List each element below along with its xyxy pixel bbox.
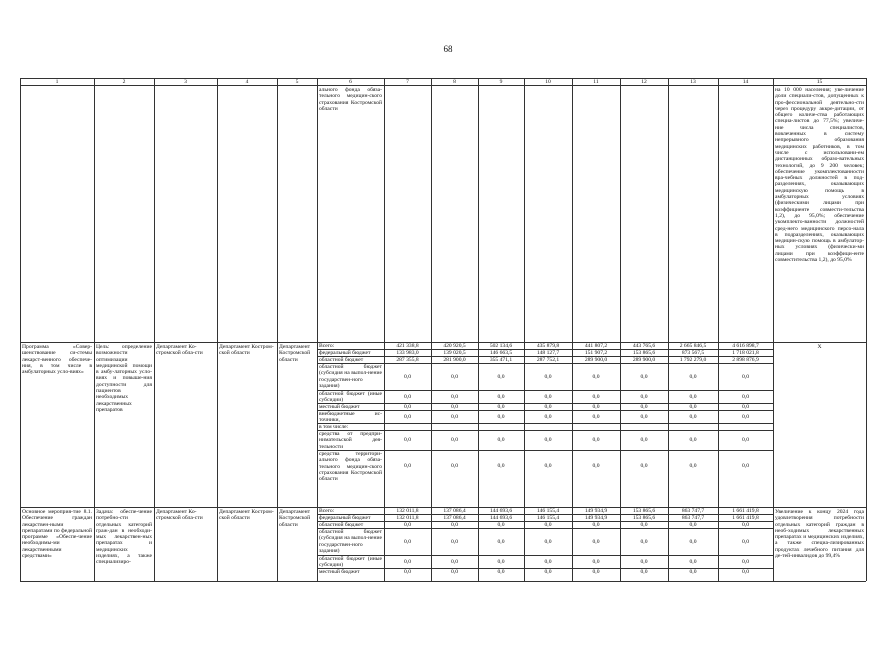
block2-row-value: 137 086,4 bbox=[443, 508, 466, 514]
block2-row-value: 1 661 419,8 bbox=[732, 508, 759, 514]
block1-row-value: 435 879,8 bbox=[536, 343, 560, 349]
block1-row-value: 0,0 bbox=[497, 463, 505, 469]
block2-row-value: 0,0 bbox=[497, 538, 505, 545]
block1-row-value: 0,0 bbox=[592, 463, 600, 469]
block1-row-value: 287 355,8 bbox=[396, 357, 419, 363]
header-cell-14: 14 bbox=[742, 79, 749, 85]
block2-row-value: 0,0 bbox=[544, 538, 552, 545]
block2-col1-text: Основное мероприя-тие 8.1. Обеспечение граждан лекарствен-ными препаратами по федеральной программе «Обеспе-чение необходимы-ми лекарственными средствами» bbox=[22, 509, 92, 560]
block2-row-value: 0,0 bbox=[544, 522, 552, 528]
block1-row-value: 0,0 bbox=[497, 393, 505, 400]
block2-row-value: 0,0 bbox=[404, 558, 411, 565]
block2-row-rule bbox=[317, 528, 773, 529]
block2-row-value: 0,0 bbox=[544, 558, 552, 565]
column-rule bbox=[866, 78, 867, 581]
block1-row-value: 1 792 279,0 bbox=[679, 357, 707, 363]
block1-row-value: 355 471,1 bbox=[489, 357, 513, 363]
block1-row-label: внебюджетные ис-точники, bbox=[319, 411, 382, 423]
block2-col15-text: Увеличение к концу 2024 года удовлетворения потребности отдельных категорий граждан в необ-ходимых лекарственных препаратах и медицинских изделиях, а также специа-лизированных продуктах лечебного питания для де-тей-инвалидов до 99,4% bbox=[775, 509, 864, 560]
block1-row-value: 0,0 bbox=[404, 463, 411, 469]
block1-row-value: 0,0 bbox=[689, 413, 697, 420]
block1-col3-text: Департамент Ко-стромской обла-сти bbox=[156, 344, 203, 357]
block2-row-value: 863 747,7 bbox=[681, 508, 705, 514]
block1-row-rule bbox=[317, 450, 773, 451]
block2-row-value: 0,0 bbox=[451, 558, 458, 565]
block1-col5-text: Департамент Костромской области bbox=[279, 344, 311, 363]
block1-row-label: средства от предпри-нимательской дея-тельности bbox=[319, 431, 382, 450]
header-cell-10: 10 bbox=[545, 79, 551, 85]
block1-row-value: 0,0 bbox=[451, 413, 458, 420]
block1-row-value: 0,0 bbox=[544, 463, 552, 469]
block1-row-value: 421 338,8 bbox=[396, 343, 419, 349]
block2-row-value: 0,0 bbox=[497, 558, 505, 565]
block1-row-value: 0,0 bbox=[592, 437, 600, 443]
block2-row-value: 0,0 bbox=[451, 538, 458, 545]
block1-row-value: 148 127,7 bbox=[536, 350, 560, 356]
block2-row-value: 0,0 bbox=[592, 538, 600, 545]
header-cell-5: 5 bbox=[295, 79, 299, 85]
block1-row-value: 0,0 bbox=[742, 393, 749, 400]
block2-row-value: 0,0 bbox=[404, 569, 411, 575]
header-cell-1: 1 bbox=[55, 79, 59, 85]
block1-row-value: 0,0 bbox=[640, 404, 648, 410]
block2-row-value: 132 011,8 bbox=[396, 508, 419, 514]
block2-row-value: 0,0 bbox=[689, 522, 697, 528]
block1-row-label: в том числе: bbox=[319, 424, 349, 430]
block1-row-label: областной бюджет (иные субсидии) bbox=[319, 391, 382, 403]
block1-row-value: 2 665 846,5 bbox=[679, 343, 707, 349]
block1-row-value: 0,0 bbox=[404, 437, 411, 443]
block1-row-value: 0,0 bbox=[404, 413, 411, 420]
column-rule bbox=[431, 78, 432, 581]
block1-col1-text: Программа «Совер-шенствование си-стемы лекарст-венного обеспече-ния, в том числе в амбулаторных усло-виях» bbox=[22, 344, 92, 376]
block1-row-value: 2 898 876,9 bbox=[732, 357, 759, 363]
block1-row-value: 0,0 bbox=[404, 404, 411, 410]
column-rule bbox=[773, 78, 774, 581]
block1-row-value: 133 983,0 bbox=[396, 350, 419, 356]
column-rule bbox=[572, 78, 573, 581]
block1-row-value: 139 020,5 bbox=[443, 350, 466, 356]
block1-row-label: областной бюджет bbox=[319, 357, 364, 363]
block2-row-value: 0,0 bbox=[742, 569, 749, 575]
block2-row-value: 144 693,6 bbox=[489, 515, 513, 521]
block2-row-value: 0,0 bbox=[404, 522, 411, 528]
block1-row-value: 0,0 bbox=[404, 393, 411, 400]
header-cell-3: 3 bbox=[184, 79, 187, 85]
block2-row-value: 0,0 bbox=[592, 558, 600, 565]
block1-row-value: 289 900,0 bbox=[632, 357, 656, 363]
block1-row-label: областной бюджет (субсидия на выпол-нение государствен-ного задания) bbox=[319, 364, 382, 389]
block2-row-value: 0,0 bbox=[592, 569, 600, 575]
block1-row-value: 0,0 bbox=[451, 404, 458, 410]
block1-row-value: 0,0 bbox=[689, 373, 697, 380]
block1-row-value: 0,0 bbox=[689, 437, 697, 443]
block1-row-value: 0,0 bbox=[544, 393, 552, 400]
block1-row-value: 153 865,6 bbox=[632, 350, 656, 356]
block1-row-value: 0,0 bbox=[640, 373, 648, 380]
block2-row-value: 1 661 419,8 bbox=[732, 515, 759, 521]
block1-row-value: 0,0 bbox=[404, 373, 411, 380]
block2-col2-text: Задача: обеспе-чение потребно-сти отдельных категорий граж-дан в необходи-мых лекарствен-ных препаратах и медицинских изделиях, а также специализиро- bbox=[96, 509, 152, 566]
block2-row-value: 0,0 bbox=[640, 558, 648, 565]
header-cell-4: 4 bbox=[245, 79, 249, 85]
block1-row-rule bbox=[317, 423, 773, 424]
block1-row-value: 0,0 bbox=[497, 404, 505, 410]
block2-row-value: 0,0 bbox=[404, 538, 411, 545]
block2-row-value: 137 086,4 bbox=[443, 515, 466, 521]
block1-row-value: 0,0 bbox=[544, 437, 552, 443]
block2-col5-text: Департамент Костромской области bbox=[279, 509, 311, 528]
block1-row-value: 0,0 bbox=[544, 373, 552, 380]
block1-row-label: Всего: bbox=[319, 343, 335, 349]
header-bottom-rule bbox=[20, 85, 866, 86]
block2-row-rule bbox=[317, 555, 773, 556]
block1-row-value: 443 765,6 bbox=[632, 343, 656, 349]
block1-row-label: местный бюджет bbox=[319, 404, 360, 410]
block1-row-value: 281 900,0 bbox=[443, 357, 466, 363]
block2-row-value: 0,0 bbox=[640, 569, 648, 575]
block2-row-value: 0,0 bbox=[689, 569, 697, 575]
block2-row-label: Всего: bbox=[319, 508, 335, 514]
column-rule bbox=[20, 78, 21, 581]
table-bottom-rule bbox=[20, 581, 866, 582]
block2-row-label: федеральный бюджет bbox=[319, 515, 371, 521]
block2-row-value: 0,0 bbox=[497, 569, 505, 575]
block1-row-value: 0,0 bbox=[742, 373, 749, 380]
block1-row-value: 0,0 bbox=[592, 404, 600, 410]
block2-row-label: областной бюджет (субсидия на выпол-нение государствен-ного задания) bbox=[319, 529, 382, 554]
block1-row-value: 151 907,2 bbox=[584, 350, 608, 356]
header-cell-11: 11 bbox=[593, 79, 599, 85]
column-rule bbox=[217, 78, 218, 581]
block1-row-value: 287 752,1 bbox=[536, 357, 560, 363]
block1-row-rule bbox=[317, 410, 773, 411]
header-cell-13: 13 bbox=[690, 79, 696, 85]
block1-row-rule bbox=[317, 430, 773, 431]
block1-row-value: 289 900,0 bbox=[584, 357, 608, 363]
header-cell-15: 15 bbox=[816, 79, 823, 85]
block1-col2-text: Цель: определение возможности оптимизации медицинской помощи в амбу-латорных усло-виях и повыше-ния доступности для пациентов необходимых лекарственных препаратов bbox=[96, 344, 152, 413]
block1-row-value: 0,0 bbox=[451, 373, 458, 380]
block1-row-value: 0,0 bbox=[742, 404, 749, 410]
block1-col4-text: Департамент Костром-ской области bbox=[219, 344, 274, 357]
header-cell-12: 12 bbox=[641, 79, 647, 85]
column-rule bbox=[620, 78, 621, 581]
block2-row-value: 0,0 bbox=[451, 522, 458, 528]
block1-row-label: средства территори-ального фонда обяза-тельного медицин-ского страхования Костромской области bbox=[319, 451, 382, 482]
block1-row-value: 0,0 bbox=[544, 413, 552, 420]
block2-row-value: 153 865,6 bbox=[632, 508, 656, 514]
block1-row-rule bbox=[317, 363, 773, 364]
block1-row-value: 0,0 bbox=[451, 393, 458, 400]
block2-row-value: 0,0 bbox=[544, 569, 552, 575]
block1-row-value: 0,0 bbox=[544, 404, 552, 410]
block2-row-value: 146 155,4 bbox=[536, 508, 560, 514]
header-cell-2: 2 bbox=[122, 79, 126, 85]
block2-row-value: 132 011,8 bbox=[396, 515, 419, 521]
block1-row-value: 0,0 bbox=[640, 413, 648, 420]
block1-row-label: федеральный бюджет bbox=[319, 350, 371, 356]
block1-row-value: 0,0 bbox=[742, 463, 749, 469]
header-cell-9: 9 bbox=[499, 79, 503, 85]
block1-row-value: 146 663,5 bbox=[489, 350, 513, 356]
block2-row-label: областной бюджет bbox=[319, 522, 364, 528]
block1-row-value: 0,0 bbox=[742, 413, 749, 420]
block1-row-value: 420 920,5 bbox=[443, 343, 466, 349]
column-rule bbox=[317, 78, 318, 581]
block1-row-value: 502 134,6 bbox=[489, 343, 513, 349]
block1-row-value: 0,0 bbox=[592, 373, 600, 380]
block1-row-value: 0,0 bbox=[689, 463, 697, 469]
block2-col4-text: Департамент Костром-ской области bbox=[219, 509, 274, 522]
block2-row-value: 0,0 bbox=[742, 558, 749, 565]
column-rule bbox=[668, 78, 669, 581]
block1-row-value: 0,0 bbox=[592, 413, 600, 420]
block1-row-value: 873 567,5 bbox=[681, 350, 705, 356]
block1-row-value: 0,0 bbox=[689, 404, 697, 410]
block1-row-value: 0,0 bbox=[640, 393, 648, 400]
block2-row-value: 149 934,9 bbox=[584, 515, 608, 521]
block1-row-value: 0,0 bbox=[497, 437, 505, 443]
block1-row-value: 0,0 bbox=[497, 373, 505, 380]
column-rule bbox=[154, 78, 155, 581]
block1-row-value: 0,0 bbox=[592, 393, 600, 400]
column-rule bbox=[524, 78, 525, 581]
block2-row-value: 146 155,4 bbox=[536, 515, 560, 521]
block1-row-value: 441 807,2 bbox=[584, 343, 608, 349]
header-cell-6: 6 bbox=[349, 79, 352, 85]
block2-row-value: 144 693,6 bbox=[489, 508, 513, 514]
header-cell-8: 8 bbox=[453, 79, 456, 85]
block2-row-value: 0,0 bbox=[497, 522, 505, 528]
block2-row-value: 0,0 bbox=[689, 538, 697, 545]
column-rule bbox=[277, 78, 278, 581]
block1-row-value: 0,0 bbox=[451, 463, 458, 469]
block2-row-value: 0,0 bbox=[451, 569, 458, 575]
block1-row-value: 0,0 bbox=[640, 463, 648, 469]
block2-row-label: местный бюджет bbox=[319, 569, 360, 575]
block2-row-value: 0,0 bbox=[640, 522, 648, 528]
block2-row-value: 0,0 bbox=[742, 522, 749, 528]
block2-row-value: 0,0 bbox=[742, 538, 749, 545]
block1-row-value: 4 616 898,7 bbox=[732, 343, 759, 349]
block2-row-value: 863 747,7 bbox=[681, 515, 705, 521]
block1-row-value: 0,0 bbox=[689, 393, 697, 400]
column-rule bbox=[478, 78, 479, 581]
block1-row-value: 0,0 bbox=[742, 437, 749, 443]
page-number: 68 bbox=[443, 44, 453, 54]
block1-row-value: 0,0 bbox=[640, 437, 648, 443]
block2-row-value: 0,0 bbox=[689, 558, 697, 565]
top-col6-text: ального фонда обяза-тельного медицин-ского страхования Костромской области bbox=[319, 87, 382, 112]
block1-row-value: 0,0 bbox=[451, 437, 458, 443]
block2-col3-text: Департамент Ко-стромской обла-сти bbox=[156, 509, 203, 522]
block2-row-value: 0,0 bbox=[592, 522, 600, 528]
block2-row-value: 149 934,9 bbox=[584, 508, 608, 514]
column-rule bbox=[718, 78, 719, 581]
block2-row-value: 153 865,6 bbox=[632, 515, 656, 521]
block1-col15-text: X bbox=[817, 344, 822, 350]
block2-row-label: областной бюджет (иные субсидии) bbox=[319, 556, 382, 568]
header-cell-7: 7 bbox=[406, 79, 409, 85]
block1-row-value: 1 718 021,8 bbox=[732, 350, 759, 356]
column-rule bbox=[384, 78, 385, 581]
block1-row-value: 0,0 bbox=[497, 413, 505, 420]
top-col15-text: на 10 000 населения; уве-личение доли специали-стов, допущенных к про-фессиональной деятельно-сти через процедуру аккре-дитации, от общего количе-ства работающих специа-листов до 77,5%; увеличе-ние числа специалистов, вовлеченных в систему непрерывного образования медицинских работников, в том числе с использовани-ем дистанционных образо-вательных технологий, до 9 200 человек; обеспечение укомплектованности вра-чебных должностей в под-разделениях, оказывающих медицинскую помощь в амбулаторных условиях (физическими лицами при коэффициенте совмести-тельства 1,2), до 95,0%; обеспечение укомплекто-ванности должностей сред-него медицинского персо-нала в подразделениях, оказывающих медицин-скую помощь в амбулатор-ных условиях (физически-ми лицами при коэффици-енте совместительства 1,2), до 95,0% bbox=[775, 87, 864, 264]
block1-row-rule bbox=[317, 390, 773, 391]
block2-row-value: 0,0 bbox=[640, 538, 648, 545]
column-rule bbox=[94, 78, 95, 581]
